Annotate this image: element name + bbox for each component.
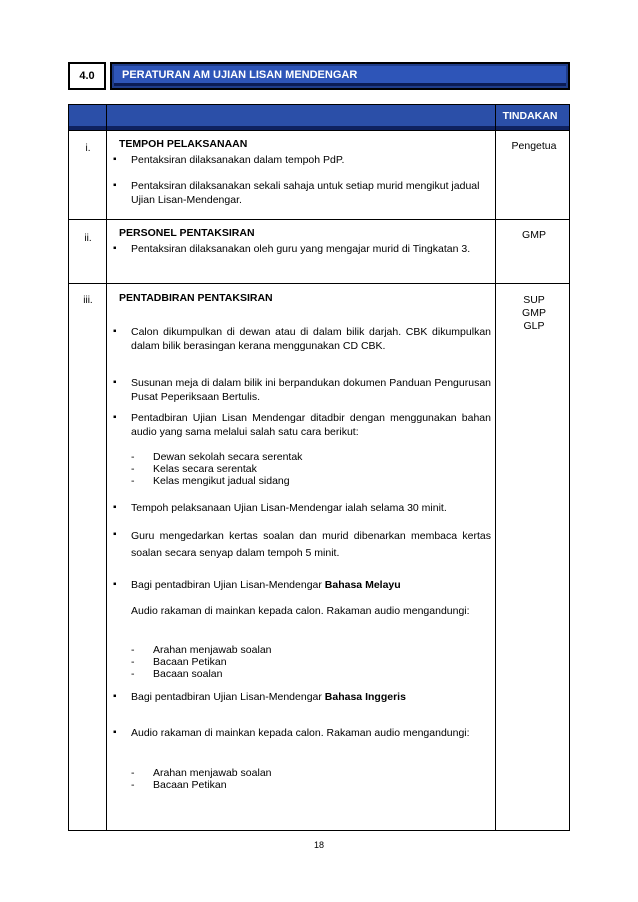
action-cell: [497, 229, 571, 242]
sub-item: Bacaan soalan: [153, 668, 223, 680]
row-item: Calon dikumpulkan di dewan atau di dalam bilik darjah. CBK dikumpulkan dalam bilik berasingan kerana menggunakan CD CBK.: [131, 326, 491, 352]
row-item-text: Bagi pentadbiran Ujian Lisan-Mendengar: [131, 691, 325, 703]
table-header: [69, 105, 569, 130]
section-title-box: [110, 62, 570, 90]
bullet-icon: ▪: [113, 691, 117, 702]
bullet-icon: ▪: [113, 529, 117, 540]
dash-marker: -: [131, 668, 135, 680]
rules-table: [68, 104, 570, 831]
bullet-icon: ▪: [113, 412, 117, 423]
row-item: Pentadbiran Ujian Lisan Mendengar ditadbir dengan menggunakan bahan audio yang sama melalui salah satu cara berikut:: [131, 412, 491, 438]
row-item: Audio rakaman di mainkan kepada calon. Rakaman audio mengandungi:: [131, 727, 470, 739]
bullet-icon: ▪: [113, 502, 117, 513]
row-item: Pentaksiran dilaksanakan oleh guru yang mengajar murid di Tingkatan 3.: [131, 243, 471, 255]
dash-marker: -: [131, 463, 135, 475]
dash-marker: -: [131, 451, 135, 463]
row-item: [131, 690, 491, 704]
action-value: GMP: [522, 229, 546, 241]
sub-item: Dewan sekolah secara serentak: [153, 451, 303, 463]
page-number: 18: [313, 840, 324, 850]
action-cell: [497, 140, 571, 153]
bullet-icon: ▪: [113, 180, 117, 191]
sub-item: Arahan menjawab soalan: [153, 767, 272, 779]
section-title: PERATURAN AM UJIAN LISAN MENDENGAR: [122, 68, 358, 81]
action-value: SUP: [523, 294, 545, 306]
row-number: i.: [85, 143, 91, 154]
bullet-icon: ▪: [113, 154, 117, 165]
section-number: [68, 62, 106, 90]
bullet-icon: ▪: [113, 243, 117, 254]
row-item: Pentaksiran dilaksanakan dalam tempoh PdP.: [131, 154, 345, 166]
sub-item: Kelas mengikut jadual sidang: [153, 475, 290, 487]
bullet-icon: ▪: [113, 377, 117, 388]
sub-item: Bacaan Petikan: [153, 779, 227, 791]
row-item: Susunan meja di dalam bilik ini berpandukan dokumen Panduan Pengurusan Pusat Peperiksaan Bertulis.: [131, 377, 491, 403]
row-number: iii.: [83, 295, 93, 306]
dash-marker: -: [131, 656, 135, 668]
row-item: Pentaksiran dilaksanakan sekali sahaja untuk setiap murid mengikut jadual Ujian Lisan-Mendengar.: [131, 180, 480, 206]
sub-item: Bacaan Petikan: [153, 656, 227, 668]
row-item: Tempoh pelaksanaan Ujian Lisan-Mendengar ialah selama 30 minit.: [131, 502, 447, 514]
sub-item: Arahan menjawab soalan: [153, 644, 272, 656]
row-item-text: Bagi pentadbiran Ujian Lisan-Mendengar: [131, 579, 325, 591]
dash-marker: -: [131, 767, 135, 779]
action-value: GMP: [522, 307, 546, 319]
row-heading: PERSONEL PENTAKSIRAN: [119, 227, 255, 239]
action-value: GLP: [523, 320, 545, 332]
sub-item: Kelas secara serentak: [153, 463, 257, 475]
dash-marker: -: [131, 475, 135, 487]
row-item: [131, 578, 491, 592]
row-item: Audio rakaman di mainkan kepada calon. Rakaman audio mengandungi:: [131, 605, 470, 617]
row-heading: TEMPOH PELAKSANAAN: [119, 138, 248, 150]
language-label: Bahasa Inggeris: [324, 691, 406, 703]
bullet-icon: ▪: [113, 326, 117, 337]
dash-marker: -: [131, 779, 135, 791]
row-item: Guru mengedarkan kertas soalan dan murid dibenarkan membaca kertas soalan secara senyap dalam tempoh 5 minit.: [131, 530, 491, 559]
action-cell: [497, 294, 571, 333]
dash-marker: -: [131, 644, 135, 656]
bullet-icon: ▪: [113, 727, 117, 738]
action-column-header: TINDAKAN: [502, 110, 558, 122]
row-number: ii.: [84, 233, 92, 244]
bullet-icon: ▪: [113, 579, 117, 590]
section-number-text: 4.0: [79, 70, 95, 82]
row-heading: PENTADBIRAN PENTAKSIRAN: [119, 292, 273, 304]
language-label: Bahasa Melayu: [324, 579, 401, 591]
action-value: Pengetua: [511, 140, 557, 152]
